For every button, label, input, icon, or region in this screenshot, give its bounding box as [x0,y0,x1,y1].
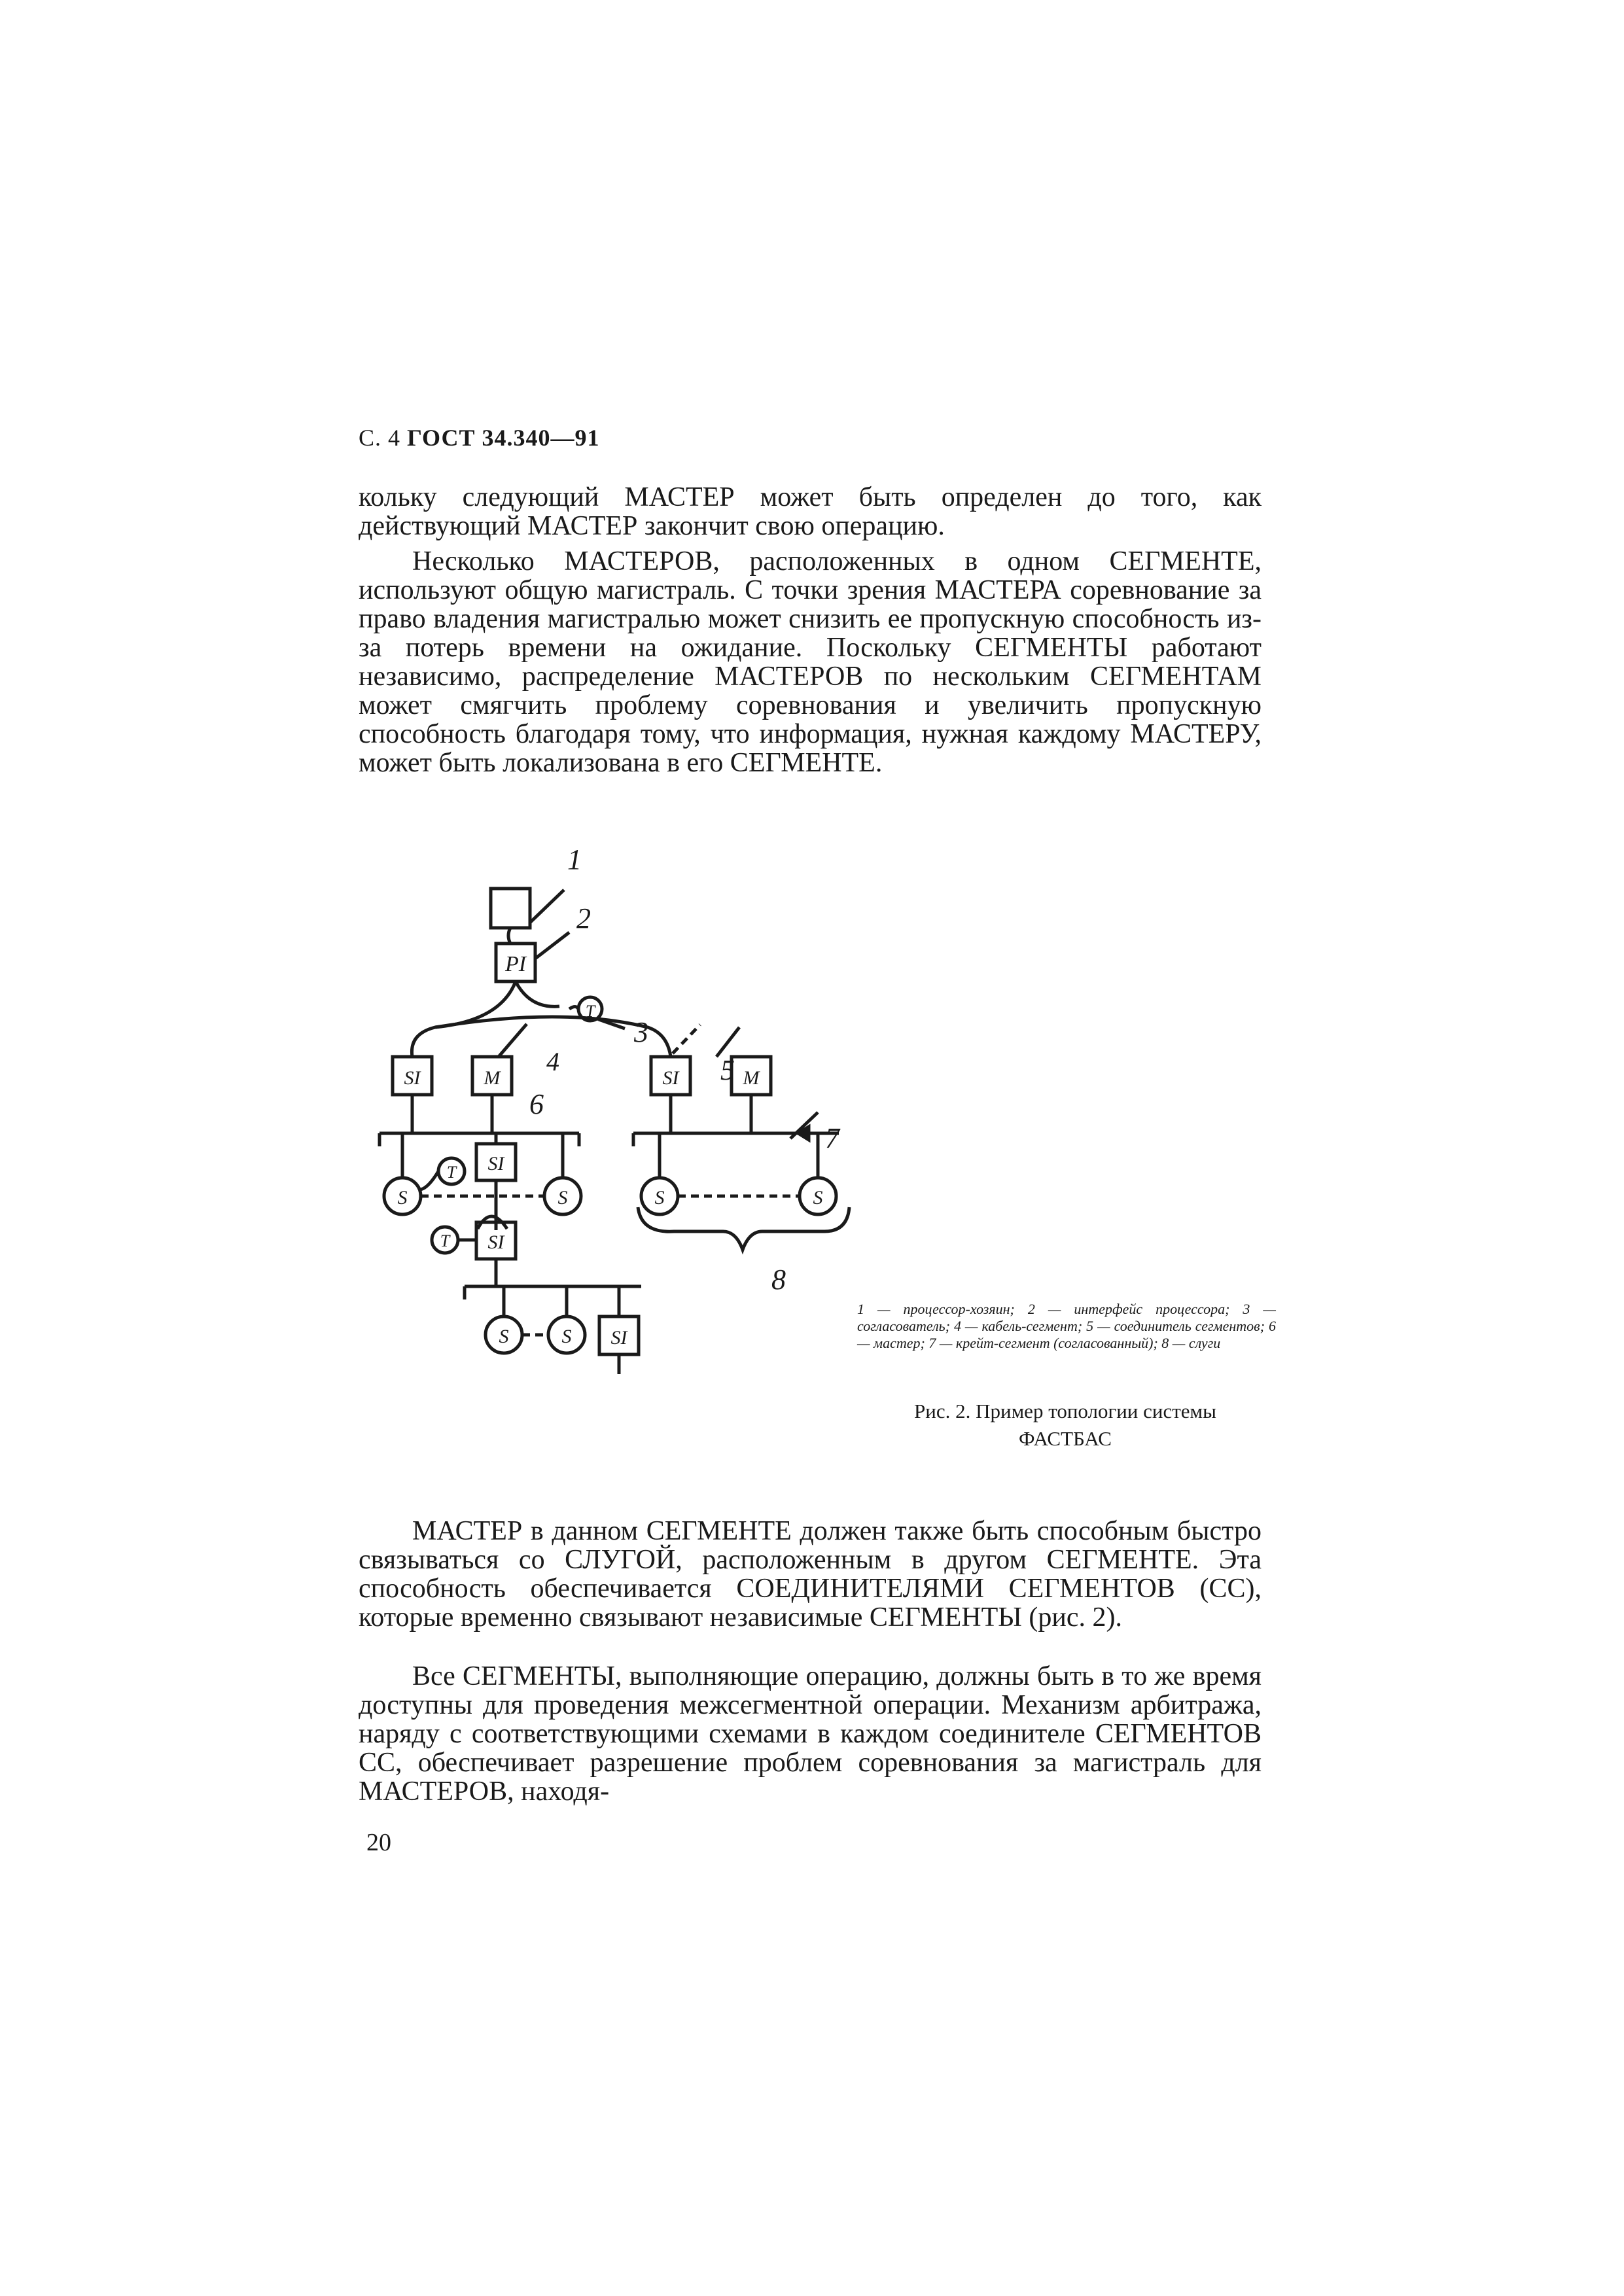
topology-diagram [366,831,890,1485]
m-label-b: M [743,1067,760,1089]
s-label-b2: S [813,1187,823,1209]
number-7: 7 [825,1122,839,1154]
pi-label: PI [504,952,527,976]
page-number: 20 [366,1829,391,1856]
si-label-d: SI [610,1327,627,1349]
si-label-a: SI [404,1067,421,1089]
t-label-b: T [440,1231,450,1250]
t-label-a: T [446,1163,457,1182]
figure-legend: 1 — процессор-хозяин; 2 — интерфейс процессора; 3 — согласователь; 4 — кабель-сегмент; 5 — соединитель сегментов; 6 — мастер; 7 — крейт-сегмент (согласованный); 8 — слуги [857,1301,1276,1351]
number-4: 4 [546,1047,559,1076]
si-label-b: SI [487,1153,504,1174]
s-label-c2: S [561,1326,572,1347]
standard-code: ГОСТ 34.340—91 [407,425,600,451]
caption-line-2: ФАСТБАС [1019,1427,1112,1450]
paragraph-2: Несколько МАСТЕРОВ, расположенных в одном СЕГМЕНТЕ, используют общую магистраль. С точки зрения МАСТЕРА соревнование за право владения магистралью может снизить ее пропускную способность из-за потерь времени на ожидание. Поскольку СЕГМЕНТЫ работают независимо, распределение МАСТЕРОВ по нескольким СЕГМЕНТАМ может смягчить проблему соревнования и увеличить пропускную способность благодаря тому, что информация, нужная каждому МАСТЕРУ, может быть локализована в его СЕГМЕНТЕ. [359,546,1262,778]
si-label-c: SI [487,1231,504,1253]
s-label-c1: S [499,1326,509,1347]
host-processor-box [491,889,530,928]
page-reference: С. 4 [359,425,401,451]
number-8: 8 [771,1263,786,1296]
number-2: 2 [576,902,591,934]
number-6: 6 [529,1088,544,1120]
paragraph-1: кольку следующий МАСТЕР может быть определен до того, как действующий МАСТЕР закончит свою операцию. [359,482,1262,541]
paragraph-4: Все СЕГМЕНТЫ, выполняющие операцию, должны быть в то же время доступны для проведения межсегментной операции. Механизм арбитража, наряду с соответствующими схемами в каждом соединителе СЕГМЕНТОВ СС, обеспечивает разрешение проблем соревнования за магистраль для МАСТЕРОВ, находя- [359,1661,1262,1807]
figure-caption [862,1398,1268,1453]
number-3: 3 [634,1016,648,1048]
si-label-e: SI [662,1067,679,1089]
caption-line-1: Рис. 2. Пример топологии системы [914,1400,1216,1422]
page-header [359,424,599,451]
s-label-b1: S [654,1187,665,1209]
m-label-a: M [484,1067,501,1089]
s-label-a2: S [557,1187,568,1209]
s-label-a1: S [397,1187,408,1209]
paragraph-3: МАСТЕР в данном СЕГМЕНТЕ должен также быть способным быстро связываться со СЛУГОЙ, расположенным в другом СЕГМЕНТЕ. Эта способность обеспечивается СОЕДИНИТЕЛЯМИ СЕГМЕНТОВ (СС), которые временно связывают независимые СЕГМЕНТЫ (рис. 2). [359,1516,1262,1633]
t-label-3: T [585,1002,595,1021]
number-1: 1 [567,843,582,875]
number-5: 5 [720,1054,735,1086]
